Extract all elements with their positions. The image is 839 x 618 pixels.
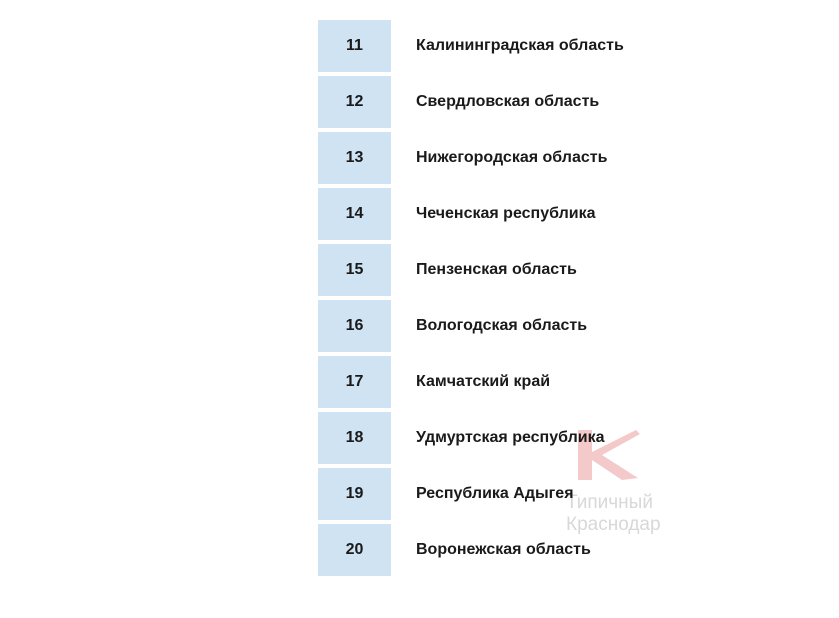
ranking-list [318,20,798,580]
rank-number: 16 [318,300,391,352]
watermark-line: Краснодар [566,514,661,535]
region-name: Пензенская область [416,261,577,278]
region-name: Воронежская область [416,541,591,558]
list-row [318,76,798,132]
region-name: Республика Адыгея [416,485,574,502]
region-name: Нижегородская область [416,149,608,166]
list-row [318,132,798,188]
list-row [318,524,798,580]
rank-number: 19 [318,468,391,520]
list-row [318,188,798,244]
rank-number: 13 [318,132,391,184]
rank-number: 15 [318,244,391,296]
rank-number: 20 [318,524,391,576]
rank-number: 12 [318,76,391,128]
region-name: Свердловская область [416,93,600,110]
region-name: Удмуртская республика [416,429,605,446]
rank-number: 11 [318,20,391,72]
rank-number: 14 [318,188,391,240]
rank-number: 17 [318,356,391,408]
region-name: Калининградская область [416,37,624,54]
region-name: Камчатский край [416,373,551,390]
list-row [318,356,798,412]
watermark-line: Типичный [566,492,653,513]
list-row [318,20,798,76]
list-row [318,244,798,300]
list-row [318,468,798,524]
region-name: Вологодская область [416,317,588,334]
region-name: Чеченская республика [416,205,596,222]
list-row [318,412,798,468]
list-row [318,300,798,356]
rank-number: 18 [318,412,391,464]
